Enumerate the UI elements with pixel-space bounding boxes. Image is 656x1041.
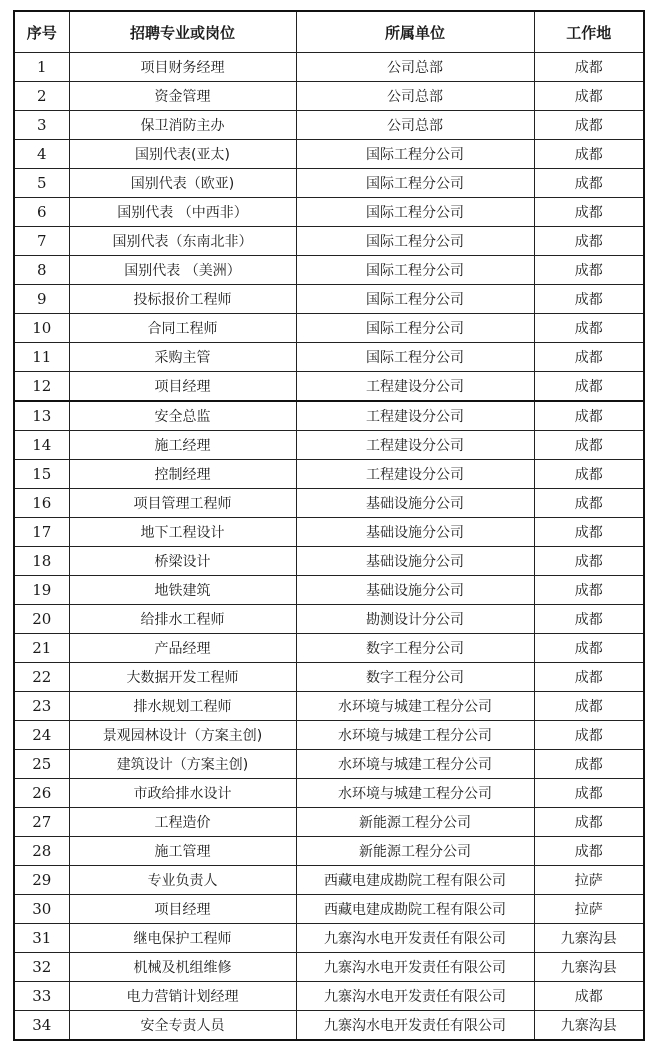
cell-unit: 国际工程分公司 <box>296 227 534 256</box>
table-row <box>14 169 644 198</box>
cell-index: 23 <box>14 692 69 721</box>
cell-position: 国别代表（东南北非） <box>69 227 296 256</box>
cell-index: 16 <box>14 489 69 518</box>
table-header <box>14 11 644 53</box>
cell-index: 5 <box>14 169 69 198</box>
cell-index: 29 <box>14 866 69 895</box>
table-row <box>14 982 644 1011</box>
cell-location: 成都 <box>534 518 644 547</box>
cell-index: 24 <box>14 721 69 750</box>
header-unit: 所属单位 <box>296 11 534 53</box>
cell-location: 成都 <box>534 227 644 256</box>
table-row <box>14 692 644 721</box>
cell-position: 安全总监 <box>69 401 296 431</box>
cell-position: 地铁建筑 <box>69 576 296 605</box>
cell-unit: 西藏电建成勘院工程有限公司 <box>296 866 534 895</box>
cell-location: 拉萨 <box>534 895 644 924</box>
table-row <box>14 866 644 895</box>
cell-unit: 国际工程分公司 <box>296 343 534 372</box>
table-row <box>14 401 644 431</box>
table-row <box>14 837 644 866</box>
cell-position: 大数据开发工程师 <box>69 663 296 692</box>
cell-unit: 基础设施分公司 <box>296 489 534 518</box>
cell-location: 成都 <box>534 140 644 169</box>
cell-location: 成都 <box>534 576 644 605</box>
cell-position: 安全专责人员 <box>69 1011 296 1041</box>
table-row <box>14 111 644 140</box>
cell-location: 九寨沟县 <box>534 1011 644 1041</box>
cell-position: 项目经理 <box>69 895 296 924</box>
cell-location: 成都 <box>534 372 644 402</box>
cell-location: 成都 <box>534 256 644 285</box>
cell-location: 成都 <box>534 750 644 779</box>
cell-unit: 水环境与城建工程分公司 <box>296 692 534 721</box>
table-row <box>14 924 644 953</box>
cell-unit: 水环境与城建工程分公司 <box>296 779 534 808</box>
cell-position: 工程造价 <box>69 808 296 837</box>
cell-index: 19 <box>14 576 69 605</box>
cell-position: 电力营销计划经理 <box>69 982 296 1011</box>
table-row <box>14 547 644 576</box>
table-row <box>14 227 644 256</box>
table-row <box>14 1011 644 1041</box>
cell-unit: 基础设施分公司 <box>296 576 534 605</box>
cell-index: 33 <box>14 982 69 1011</box>
cell-index: 31 <box>14 924 69 953</box>
cell-index: 11 <box>14 343 69 372</box>
table-row <box>14 53 644 82</box>
cell-location: 成都 <box>534 53 644 82</box>
table-row <box>14 489 644 518</box>
cell-location: 成都 <box>534 605 644 634</box>
cell-unit: 公司总部 <box>296 82 534 111</box>
cell-location: 九寨沟县 <box>534 924 644 953</box>
cell-index: 28 <box>14 837 69 866</box>
cell-unit: 数字工程分公司 <box>296 634 534 663</box>
cell-unit: 水环境与城建工程分公司 <box>296 750 534 779</box>
cell-position: 排水规划工程师 <box>69 692 296 721</box>
cell-location: 成都 <box>534 431 644 460</box>
cell-index: 9 <box>14 285 69 314</box>
cell-index: 21 <box>14 634 69 663</box>
table-row <box>14 140 644 169</box>
header-position: 招聘专业或岗位 <box>69 11 296 53</box>
table-row <box>14 750 644 779</box>
cell-position: 施工管理 <box>69 837 296 866</box>
cell-index: 6 <box>14 198 69 227</box>
table-row <box>14 372 644 402</box>
cell-location: 九寨沟县 <box>534 953 644 982</box>
cell-unit: 国际工程分公司 <box>296 140 534 169</box>
cell-position: 市政给排水设计 <box>69 779 296 808</box>
cell-position: 资金管理 <box>69 82 296 111</box>
cell-index: 20 <box>14 605 69 634</box>
cell-index: 27 <box>14 808 69 837</box>
cell-position: 国别代表(亚太) <box>69 140 296 169</box>
cell-unit: 九寨沟水电开发责任有限公司 <box>296 924 534 953</box>
cell-unit: 国际工程分公司 <box>296 314 534 343</box>
table-body <box>14 53 644 1041</box>
cell-index: 13 <box>14 401 69 431</box>
cell-index: 18 <box>14 547 69 576</box>
recruitment-table-container <box>13 10 643 1041</box>
cell-index: 26 <box>14 779 69 808</box>
cell-location: 成都 <box>534 169 644 198</box>
cell-index: 34 <box>14 1011 69 1041</box>
cell-position: 桥梁设计 <box>69 547 296 576</box>
cell-index: 14 <box>14 431 69 460</box>
cell-unit: 新能源工程分公司 <box>296 808 534 837</box>
table-row <box>14 779 644 808</box>
cell-index: 3 <box>14 111 69 140</box>
cell-location: 成都 <box>534 489 644 518</box>
cell-unit: 数字工程分公司 <box>296 663 534 692</box>
cell-position: 机械及机组维修 <box>69 953 296 982</box>
cell-location: 成都 <box>534 401 644 431</box>
table-row <box>14 808 644 837</box>
cell-position: 施工经理 <box>69 431 296 460</box>
cell-position: 继电保护工程师 <box>69 924 296 953</box>
cell-position: 景观园林设计（方案主创) <box>69 721 296 750</box>
cell-index: 30 <box>14 895 69 924</box>
cell-index: 10 <box>14 314 69 343</box>
table-row <box>14 634 644 663</box>
cell-position: 投标报价工程师 <box>69 285 296 314</box>
cell-location: 拉萨 <box>534 866 644 895</box>
cell-unit: 工程建设分公司 <box>296 460 534 489</box>
cell-position: 控制经理 <box>69 460 296 489</box>
cell-location: 成都 <box>534 837 644 866</box>
table-row <box>14 460 644 489</box>
cell-index: 15 <box>14 460 69 489</box>
cell-index: 1 <box>14 53 69 82</box>
cell-unit: 基础设施分公司 <box>296 547 534 576</box>
cell-index: 22 <box>14 663 69 692</box>
table-row <box>14 82 644 111</box>
cell-location: 成都 <box>534 547 644 576</box>
table-row <box>14 198 644 227</box>
cell-unit: 工程建设分公司 <box>296 372 534 402</box>
cell-unit: 新能源工程分公司 <box>296 837 534 866</box>
cell-position: 国别代表 （中西非） <box>69 198 296 227</box>
cell-position: 采购主管 <box>69 343 296 372</box>
table-row <box>14 343 644 372</box>
cell-unit: 九寨沟水电开发责任有限公司 <box>296 982 534 1011</box>
cell-location: 成都 <box>534 343 644 372</box>
cell-position: 项目财务经理 <box>69 53 296 82</box>
table-row <box>14 256 644 285</box>
cell-position: 国别代表 （美洲） <box>69 256 296 285</box>
header-index: 序号 <box>14 11 69 53</box>
cell-location: 成都 <box>534 982 644 1011</box>
cell-location: 成都 <box>534 198 644 227</box>
cell-unit: 九寨沟水电开发责任有限公司 <box>296 953 534 982</box>
cell-position: 项目经理 <box>69 372 296 402</box>
cell-location: 成都 <box>534 634 644 663</box>
cell-index: 12 <box>14 372 69 402</box>
cell-position: 项目管理工程师 <box>69 489 296 518</box>
cell-position: 产品经理 <box>69 634 296 663</box>
cell-unit: 国际工程分公司 <box>296 256 534 285</box>
cell-unit: 基础设施分公司 <box>296 518 534 547</box>
cell-position: 建筑设计（方案主创) <box>69 750 296 779</box>
recruitment-table <box>13 10 645 1041</box>
table-row <box>14 285 644 314</box>
table-row <box>14 314 644 343</box>
cell-location: 成都 <box>534 460 644 489</box>
table-row <box>14 663 644 692</box>
cell-location: 成都 <box>534 808 644 837</box>
cell-location: 成都 <box>534 663 644 692</box>
cell-position: 专业负责人 <box>69 866 296 895</box>
cell-index: 7 <box>14 227 69 256</box>
cell-unit: 九寨沟水电开发责任有限公司 <box>296 1011 534 1041</box>
cell-unit: 公司总部 <box>296 111 534 140</box>
table-row <box>14 576 644 605</box>
table-row <box>14 518 644 547</box>
cell-position: 国别代表（欧亚) <box>69 169 296 198</box>
cell-unit: 西藏电建成勘院工程有限公司 <box>296 895 534 924</box>
cell-unit: 工程建设分公司 <box>296 401 534 431</box>
cell-index: 2 <box>14 82 69 111</box>
cell-location: 成都 <box>534 721 644 750</box>
cell-unit: 水环境与城建工程分公司 <box>296 721 534 750</box>
cell-location: 成都 <box>534 285 644 314</box>
cell-unit: 工程建设分公司 <box>296 431 534 460</box>
cell-location: 成都 <box>534 82 644 111</box>
table-row <box>14 431 644 460</box>
cell-index: 4 <box>14 140 69 169</box>
cell-unit: 国际工程分公司 <box>296 198 534 227</box>
cell-index: 17 <box>14 518 69 547</box>
cell-location: 成都 <box>534 779 644 808</box>
cell-position: 给排水工程师 <box>69 605 296 634</box>
cell-unit: 国际工程分公司 <box>296 169 534 198</box>
table-row <box>14 953 644 982</box>
cell-index: 32 <box>14 953 69 982</box>
cell-location: 成都 <box>534 692 644 721</box>
cell-unit: 国际工程分公司 <box>296 285 534 314</box>
cell-position: 合同工程师 <box>69 314 296 343</box>
cell-unit: 勘测设计分公司 <box>296 605 534 634</box>
cell-location: 成都 <box>534 111 644 140</box>
cell-position: 地下工程设计 <box>69 518 296 547</box>
table-row <box>14 895 644 924</box>
table-row <box>14 605 644 634</box>
table-row <box>14 721 644 750</box>
cell-location: 成都 <box>534 314 644 343</box>
cell-unit: 公司总部 <box>296 53 534 82</box>
header-row <box>14 11 644 53</box>
cell-index: 25 <box>14 750 69 779</box>
cell-position: 保卫消防主办 <box>69 111 296 140</box>
header-location: 工作地 <box>534 11 644 53</box>
cell-index: 8 <box>14 256 69 285</box>
